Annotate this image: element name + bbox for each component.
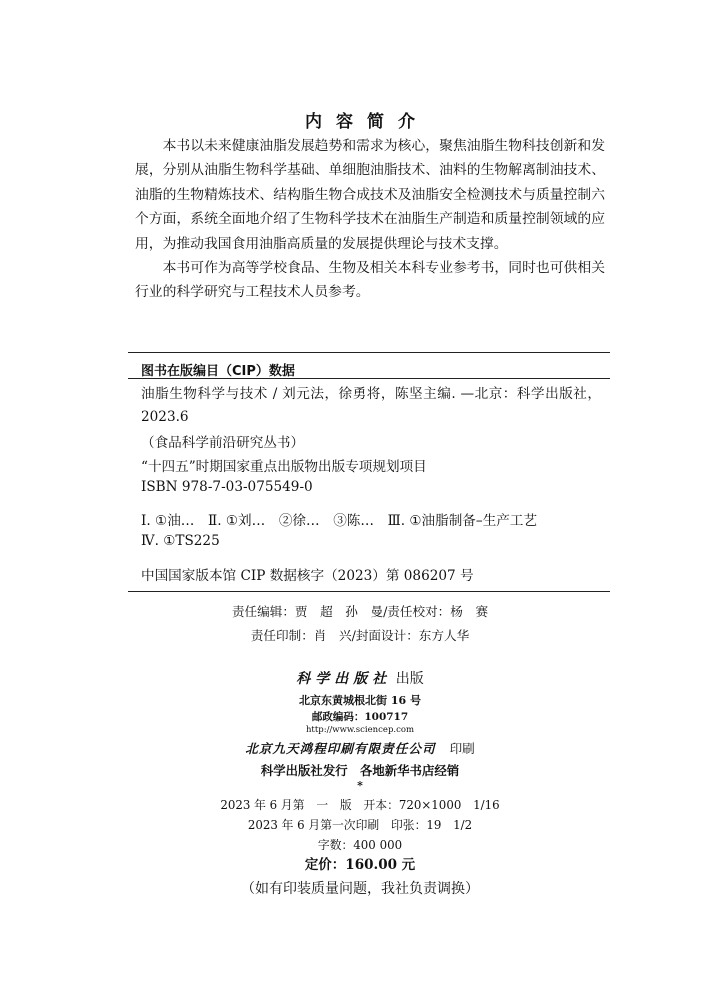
cip-heading-rule xyxy=(128,378,610,379)
printing-line: 2023 年 6 月第一次印刷 印张：19 1/2 xyxy=(247,818,473,832)
price-line: 定价：160.00 元 xyxy=(304,857,416,873)
cip-class-line-1: Ⅰ. ①油… Ⅱ. ①刘… ②徐… ③陈… Ⅲ. ①油脂制备–生产工艺 xyxy=(141,513,538,529)
editors-block xyxy=(0,600,720,648)
editors-line-1: 责任编辑：贾 超 孙 曼/责任校对：杨 赛 xyxy=(231,604,489,619)
editors-line-2: 责任印制：肖 兴/封面设计：东方人华 xyxy=(250,628,470,643)
distribution-line: 科学出版社发行 各地新华书店经销 xyxy=(260,763,460,778)
separator-star: * xyxy=(357,779,363,792)
words-line: 字数：400 000 xyxy=(317,838,403,852)
cip-heading: 图书在版编目（CIP）数据 xyxy=(141,364,295,379)
cip-top-rule xyxy=(128,352,610,353)
cip-bottom-rule xyxy=(128,591,610,592)
edition-line: 2023 年 6 月第 一 版 开本：720×1000 1/16 xyxy=(220,798,500,812)
cip-project: “十四五”时期国家重点出版物出版专项规划项目 xyxy=(141,459,427,475)
intro-paragraph-2: 本书可作为高等学校食品、生物及相关本科专业参考书，同时也可供相关行业的科学研究与工程技术人员参考。 xyxy=(135,260,605,301)
publisher-line xyxy=(0,668,720,688)
cip-record: 中国国家版本馆 CIP 数据核字（2023）第 086207 号 xyxy=(141,568,474,584)
cip-classification xyxy=(141,511,611,551)
printer-name: 北京九天鸿程印刷有限责任公司 xyxy=(245,741,436,756)
publisher-postcode: 邮政编码：100717 xyxy=(311,711,409,723)
cip-class-line-2: Ⅳ. ①TS225 xyxy=(141,533,220,549)
intro-title: 内容简介 xyxy=(305,112,429,132)
colophon-block xyxy=(0,795,720,875)
cip-title-line: 油脂生物科学与技术 / 刘元法，徐勇将，陈坚主编. —北京：科学出版社，2023.6 xyxy=(141,386,601,425)
publisher-address: 北京东黄城根北街 16 号 xyxy=(299,694,421,707)
intro-paragraph-1: 本书以未来健康油脂发展趋势和需求为核心，聚焦油脂生物科技创新和发展，分别从油脂生物科学基础、单细胞油脂技术、油料的生物解离制油技术、油脂的生物精炼技术、结构脂生物合成技术及油脂安全检测技术与质量控制六个方面，系统全面地介绍了生物科学技术在油脂生产制造和质量控制领域的应用，为推动我国食用油脂高质量的发展提供理论与技术支撑。 xyxy=(135,138,605,252)
publisher-url: http://www.sciencep.com xyxy=(305,725,415,735)
cip-isbn: ISBN 978-7-03-075549-0 xyxy=(141,479,313,495)
publisher-role: 出版 xyxy=(395,671,424,687)
quality-notice: （如有印装质量问题，我社负责调换） xyxy=(241,881,479,897)
printer-line xyxy=(0,738,720,757)
intro-body xyxy=(135,134,605,305)
cip-series: （食品科学前沿研究丛书） xyxy=(141,435,305,451)
publisher-name: 科学出版社 xyxy=(296,671,392,687)
printer-role: 印刷 xyxy=(449,741,475,756)
